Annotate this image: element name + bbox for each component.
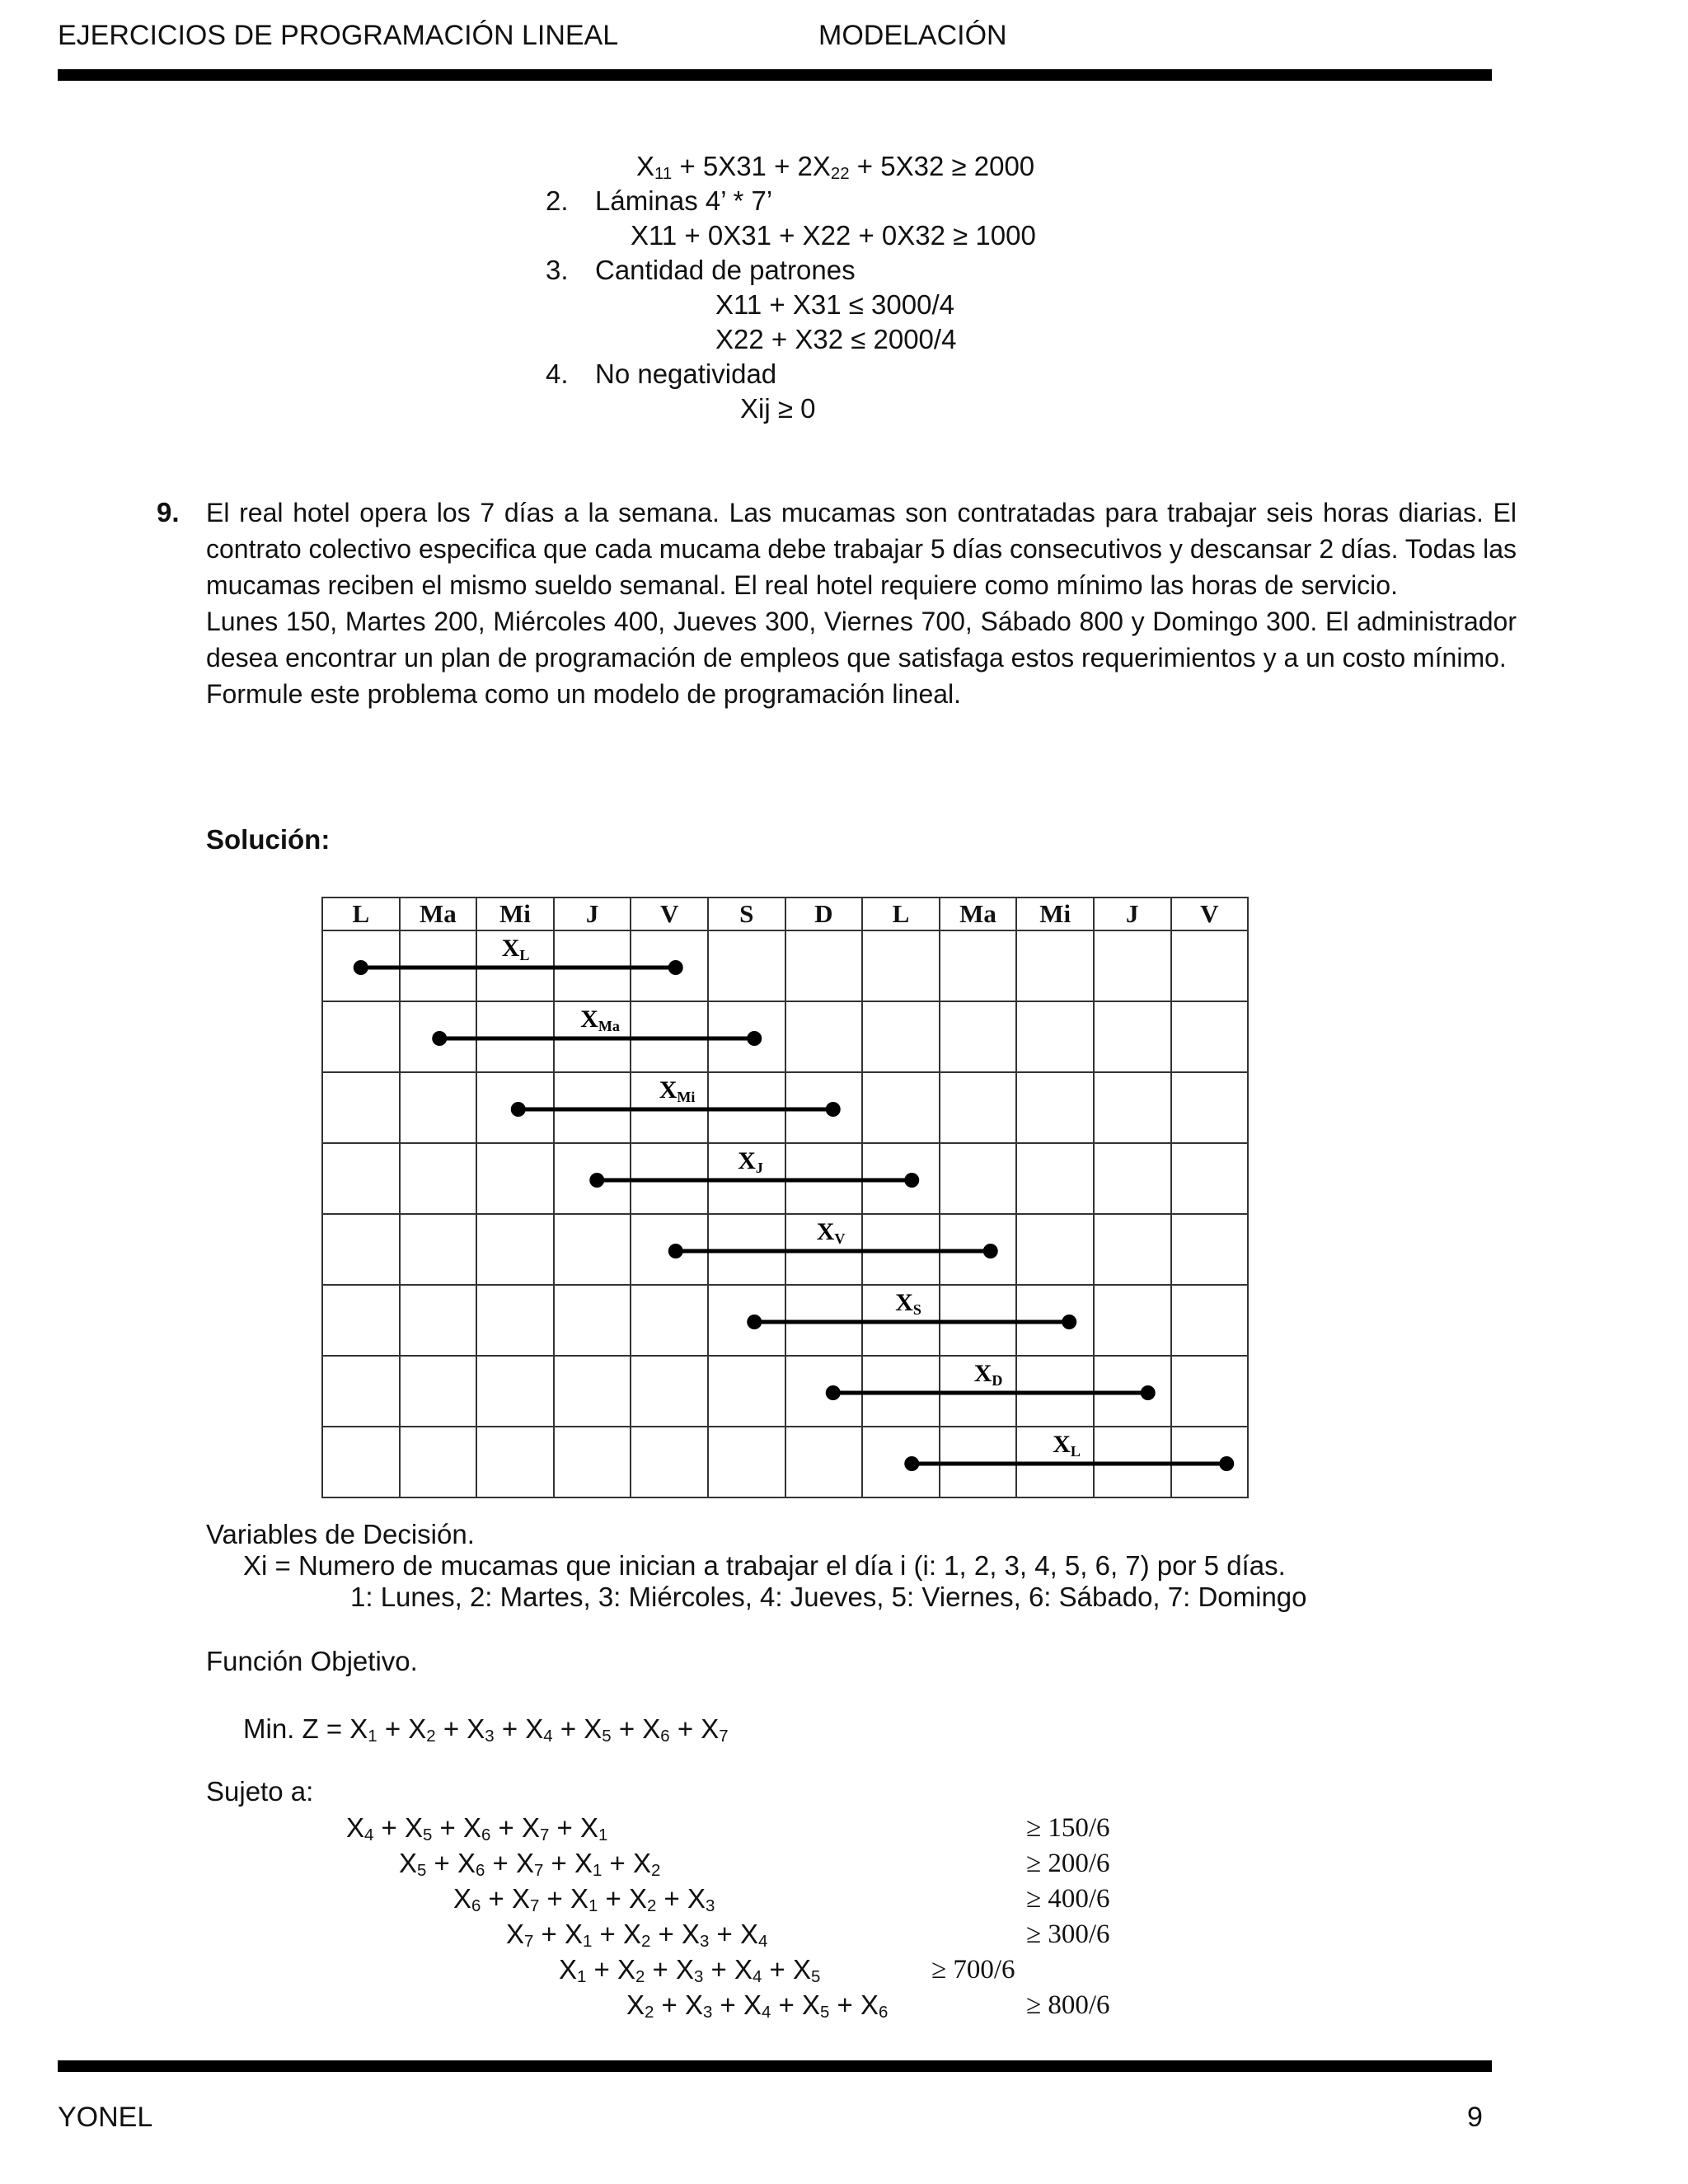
- shift-label: XL: [1053, 1431, 1081, 1460]
- objective-expression: Min. $Z = X_1 + X_2 + X_3 + X_4 + X_5 + X_6 + X_7$: [243, 1713, 729, 1746]
- shift-endpoint: [1141, 1385, 1156, 1400]
- header-title: EJERCICIOS DE PROGRAMACIÓN LINEAL: [58, 20, 619, 51]
- constraint-line-1: $X_{11} + 5X31 + 2X_{22} + 5X32 \ge 2000$: [636, 151, 1035, 184]
- shift-endpoint: [511, 1102, 526, 1117]
- constraint-lhs: $X_1 + X_2 + X_3 + X_4 + X_5$: [559, 1954, 821, 1987]
- shift-endpoint: [747, 1031, 762, 1046]
- constraint-rhs: ≥ 800/6: [1026, 1990, 1110, 2020]
- footer-author: YONEL: [58, 2102, 153, 2133]
- day-header: L: [322, 898, 400, 930]
- constraint-line-3b: X22 + X32 ≤ 2000/4: [715, 324, 957, 354]
- day-header: Mi: [476, 898, 554, 930]
- shift-bar: [826, 1360, 1156, 1400]
- shift-endpoint: [1062, 1315, 1076, 1329]
- constraint-lhs: $X_2 + X_3 + X_4 + X_5 + X_6$: [626, 1990, 889, 2022]
- solution-label: Solución:: [206, 824, 331, 855]
- shift-endpoint: [589, 1173, 604, 1188]
- constraint-rhs: ≥ 150/6: [1026, 1813, 1110, 1843]
- variables-definition: Xi = Numero de mucamas que inician a trabajar el día i (i: 1, 2, 3, 4, 5, 6, 7) por 5 días.: [243, 1550, 1286, 1581]
- day-header: V: [631, 898, 708, 930]
- constraint-line-4: Xij ≥ 0: [740, 393, 816, 424]
- day-header: Ma: [940, 898, 1017, 930]
- header-section: MODELACIÓN: [818, 20, 1007, 51]
- problem-paragraph-2: Lunes 150, Martes 200, Miércoles 400, Jueves 300, Viernes 700, Sábado 800 y Domingo 300. El administrador desea encontrar un plan de programación de empleos que satisfaga estos requerimientos y a un costo mínimo.: [206, 607, 1517, 673]
- constraint-line-3a: X11 + X31 ≤ 3000/4: [715, 289, 954, 320]
- constraint-rhs: ≥ 300/6: [1026, 1919, 1110, 1949]
- shift-endpoint: [354, 960, 368, 975]
- shift-label: XMi: [659, 1076, 696, 1105]
- day-header: J: [1094, 898, 1171, 930]
- variables-title: Variables de Decisión.: [206, 1519, 475, 1549]
- shift-bar: [904, 1431, 1234, 1471]
- shift-endpoint: [826, 1385, 841, 1400]
- list-label-patrones: Cantidad de patrones: [595, 255, 856, 285]
- variables-legend: 1: Lunes, 2: Martes, 3: Miércoles, 4: Jueves, 5: Viernes, 6: Sábado, 7: Domingo: [350, 1582, 1307, 1612]
- constraint-lhs: $X_4 + X_5 + X_6 + X_7 + X_1$: [346, 1812, 608, 1845]
- shift-endpoint: [904, 1173, 919, 1188]
- shift-label: XL: [501, 935, 530, 963]
- constraint-lhs: $X_7 + X_1 + X_2 + X_3 + X_4$: [506, 1919, 768, 1952]
- list-number-3: 3.: [546, 255, 569, 285]
- constraint-rhs: ≥ 700/6: [931, 1955, 1015, 1985]
- shift-endpoint: [668, 1244, 683, 1258]
- constraint-rhs: ≥ 400/6: [1026, 1884, 1110, 1914]
- constraint-lhs: $X_6 + X_7 + X_1 + X_2 + X_3$: [453, 1883, 715, 1916]
- constraint-line-2: X11 + 0X31 + X22 + 0X32 ≥ 1000: [631, 220, 1036, 251]
- shift-label: XJ: [738, 1147, 763, 1176]
- day-header: Mi: [1016, 898, 1094, 930]
- shift-label: XMa: [580, 1005, 620, 1034]
- shift-label: XD: [973, 1360, 1003, 1389]
- list-label-laminas: Láminas 4’ * 7’: [595, 185, 773, 216]
- shift-bars-overlay: [321, 897, 1269, 1523]
- shift-endpoint: [1219, 1456, 1234, 1471]
- shift-endpoint: [747, 1315, 762, 1329]
- shift-bar: [747, 1289, 1076, 1329]
- day-header: L: [862, 898, 940, 930]
- shift-bar: [668, 1218, 998, 1258]
- day-header: Ma: [400, 898, 477, 930]
- page-number: 9: [1467, 2102, 1483, 2133]
- problem-paragraph-1: El real hotel opera los 7 días a la semana. Las mucamas son contratadas para trabajar seis horas diarias. El contrato colectivo especifica que cada mucama debe trabajar 5 días consecutivos y descansar 2 días. Todas las mucamas reciben el mismo sueldo semanal. El real hotel requiere como mínimo las horas de servicio.: [206, 498, 1517, 600]
- objective-title: Función Objetivo.: [206, 1646, 418, 1676]
- footer-rule: [58, 2060, 1492, 2072]
- shift-label: XS: [895, 1289, 921, 1318]
- problem-number: 9.: [157, 497, 180, 527]
- shift-endpoint: [432, 1031, 447, 1046]
- constraint-rhs: ≥ 200/6: [1026, 1849, 1110, 1878]
- list-number-2: 2.: [546, 185, 569, 216]
- day-header: S: [708, 898, 785, 930]
- day-header: J: [554, 898, 631, 930]
- shift-bar: [354, 935, 683, 975]
- header-rule: [58, 69, 1492, 81]
- shift-endpoint: [826, 1102, 841, 1117]
- problem-paragraph-3: Formule este problema como un modelo de programación lineal.: [206, 679, 962, 709]
- day-header: D: [785, 898, 863, 930]
- day-header: V: [1171, 898, 1249, 930]
- constraint-lhs: $X_5 + X_6 + X_7 + X_1 + X_2$: [399, 1848, 661, 1881]
- problem-statement: [206, 494, 1517, 712]
- shift-bar: [589, 1147, 919, 1188]
- shift-bar: [432, 1005, 762, 1046]
- shift-endpoint: [668, 960, 683, 975]
- list-label-no-negatividad: No negatividad: [595, 359, 777, 389]
- list-number-4: 4.: [546, 359, 569, 389]
- constraints-title: Sujeto a:: [206, 1776, 314, 1807]
- shift-endpoint: [983, 1244, 998, 1258]
- shift-bar: [511, 1076, 841, 1117]
- shift-label: XV: [816, 1218, 846, 1247]
- shift-endpoint: [904, 1456, 919, 1471]
